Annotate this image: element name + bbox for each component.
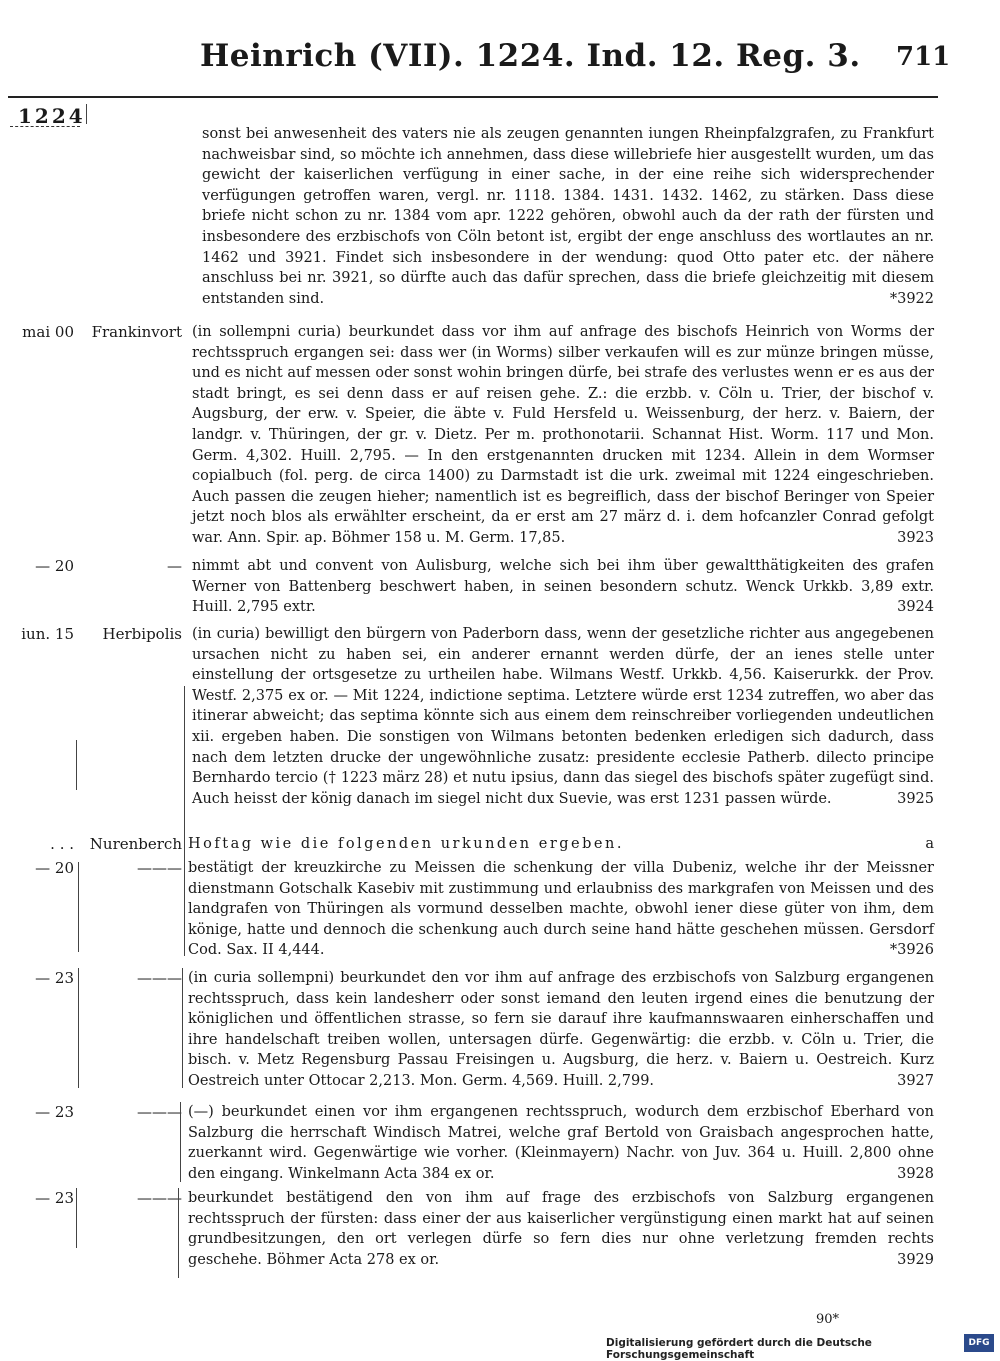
entry-text: sonst bei anwesenheit des vaters nie als zeugen genannten iungen Rheinpfalzgrafen, zu Frankfurt nachweisbar sind, so möchte ich annehmen, dass diese willebriefe hier ausgestellt wurden, um das gewicht der kaiserlichen verfügung in einer sache, in der eine reihe sich widersprechender verfügungen getroffen waren, vergl. nr. 1118. 1384. 1431. 1432. 1462, zu stärken. Dass diese briefe nicht schon zu nr. 1384 vom apr. 1222 gehören, obwohl auch da der rath der fürsten und insbesondere des erzbischofs von Cöln betont ist, ergibt der enge anschluss des wortlautes an nr. 1462 und 3921. Findet sich insbesondere in der wendung: quod Otto pater etc. der nähere anschluss bei nr. 3921, so dürfte auch das dafür sprechen, dass die briefe gleichzeitig mit diesem entstanden sind. *3922 bbox=[202, 124, 934, 309]
entry-place: ——— bbox=[137, 1103, 182, 1121]
margin-bar bbox=[184, 686, 185, 836]
entry-place: Nurenberch bbox=[89, 835, 182, 853]
entry-date: — 23 bbox=[35, 969, 74, 987]
entry-number: *3926 bbox=[889, 942, 934, 959]
page-number: 711 bbox=[896, 42, 951, 72]
entry-text: (in sollempni curia) beurkundet dass vor ihm auf anfrage des bischofs Heinrich von Worms der rechtsspruch ergangen sei: dass wer (in Worms) silber verkaufen will es zur münze bringen müsse, und es nicht auf messen oder sonst wohin bringen dürfe, bei strafe des verlustes wenn er es aus der stadt bringt, es sei denn dass er auf reisen gehe. Z.: die erzbb. v. Cöln u. Trier, der bischof v. Augsburg, der erw. v. Speier, die äbte v. Fuld Hersfeld u. Weissenburg, der herz. v. Baiern, der landgr. v. Thüringen, der gr. v. Dietz. Per m. prothonotarii. Schannat Hist. Worm. 117 und Mon. Germ. 4,302. Huill. 2,795. — In den erstgenannten drucken mit 1234. Allein in dem Wormser copialbuch (fol. perg. de circa 1400) zu Darmstadt ist die urk. zweimal mit 1224 eingeschrieben. Auch passen die zeugen hieher; namentlich ist es begreiflich, dass der bischof Beringer von Speier jetzt noch blos als erwählter erscheint, da er erst am 27 märz d. i. dem hofcanzler Conrad gefolgt war. Ann. Spir. ap. Böhmer 158 u. M. Germ. 17,85. 3923 bbox=[192, 322, 934, 549]
entry-date: — 20 bbox=[35, 557, 74, 575]
entry-number: 3925 bbox=[897, 790, 934, 807]
entry-number: 3924 bbox=[897, 599, 934, 616]
sheet-number: 90* bbox=[816, 1312, 840, 1327]
entry-number: 3928 bbox=[897, 1165, 934, 1182]
entry-text: bestätigt der kreuzkirche zu Meissen die schenkung der villa Dubeniz, welche ihr der Meissner dienstmann Gotschalk Kasebiv mit zustimmung und erlaubniss des markgrafen von Meissen und des landgrafen von Thüringen als vormund desselben machte, obwohl iener diese güter von ihm, dem könige, hatte und dennoch die schenkung auch durch seine hand hätte geschehen müssen. Gersdorf Cod. Sax. II 4,444. *3926 bbox=[188, 858, 934, 961]
margin-bar bbox=[78, 968, 79, 1088]
page-header bbox=[0, 38, 1000, 82]
entry-place: ——— bbox=[137, 859, 182, 877]
entry-date: — 23 bbox=[35, 1103, 74, 1121]
entry-place: Frankinvort bbox=[91, 323, 182, 341]
entry-text: nimmt abt und convent von Aulisburg, welche sich bei ihm über gewaltthätigkeiten des grafen Werner von Battenberg beschwert haben, in seinen besondern schutz. Wenck Urkkb. 3,89 extr. Huill. 2,795 extr. 3924 bbox=[192, 556, 934, 618]
entry-place: ——— bbox=[137, 1189, 182, 1207]
entry-number: *3922 bbox=[889, 290, 934, 307]
entry-text: Hoftag wie die folgenden urkunden ergeben. a bbox=[188, 834, 934, 855]
entry-text: beurkundet bestätigend den von ihm auf frage des erzbischofs von Salzburg ergangenen rechtsspruch der fürsten: dass einer der aus kaiserlicher vergünstigung einen markt hat auf seinen grundbesitzungen, den ort verlegen dürfe so fern dies nur ohne verletzung fremden rechts geschehe. Böhmer Acta 278 ex or. 3929 bbox=[188, 1188, 934, 1270]
entry-date: iun. 15 bbox=[21, 625, 74, 643]
entry-date: . . . bbox=[50, 835, 74, 853]
margin-bar bbox=[76, 1188, 77, 1248]
digitization-credit: Digitalisierung gefördert durch die Deutsche Forschungsgemeinschaft bbox=[606, 1337, 872, 1361]
header-rule bbox=[8, 96, 938, 98]
year-rule bbox=[10, 126, 80, 127]
margin-bar bbox=[78, 862, 79, 952]
entry-number: 3929 bbox=[897, 1251, 934, 1268]
entry-place: — bbox=[167, 557, 182, 575]
year-marker: 1224 bbox=[18, 104, 86, 128]
entry-date: — 20 bbox=[35, 859, 74, 877]
entry-text: (in curia sollempni) beurkundet den vor ihm auf anfrage des erzbischofs von Salzburg ergangenen rechtsspruch, dass kein landesherr oder sonst iemand den leuten irgend eines die benutzung der königlichen und öffentlichen strasse, so fern sie darauf ihre kaufmannswaaren einherschaffen und ihre handelschaft treiben wollen, untersagen dürfe. Gegenwärtig: die erzbb. v. Cöln u. Trier, die bisch. v. Metz Regensburg Passau Freisingen u. Augsburg, die herz. v. Baiern u. Oestreich. Kurz Oestreich unter Ottocar 2,213. Mon. Germ. 4,569. Huill. 2,799. 3927 bbox=[188, 968, 934, 1092]
entry-place: ——— bbox=[137, 969, 182, 987]
entry-date: — 23 bbox=[35, 1189, 74, 1207]
entry-number: 3923 bbox=[897, 529, 934, 546]
margin-bar bbox=[178, 1188, 179, 1278]
margin-bar bbox=[76, 740, 77, 790]
entry-text: (in curia) bewilligt den bürgern von Paderborn dass, wenn der gesetzliche richter aus angegebenen ursachen nicht zu haben sei, ein anderer ernannt werden dürfe, der an ienes stelle unter einstellung der ortsgesetze zu urtheilen habe. Wilmans Westf. Urkkb. 4,56. Kaiserurkk. der Prov. Westf. 2,375 ex or. — Mit 1224, indictione septima. Letztere würde erst 1234 zutreffen, wo aber das itinerar abweicht; das septima könnte sich aus einem dem reinschreiber vorliegenden undeutlichen xii. ergeben haben. Die sonstigen von Wilmans betonten bedenken erledigen sich dadurch, dass nach dem letzten drucke der ungewöhnliche zusatz: presidente ecclesie Patherb. dilecto principe Bernhardo tercio († 1223 märz 28) et nutu ipsius, dann das siegel des bischofs später zugefügt sind. Auch heisst der könig danach im siegel nicht dux Suevie, was erst 1231 passen würde. 3925 bbox=[192, 624, 934, 809]
margin-bar bbox=[86, 104, 87, 124]
page-title: Heinrich (VII). 1224. Ind. 12. Reg. 3. bbox=[200, 38, 861, 74]
margin-bar bbox=[182, 968, 183, 1088]
entry-number: a bbox=[925, 836, 934, 852]
entry-number: 3927 bbox=[897, 1072, 934, 1089]
margin-bar bbox=[180, 1102, 181, 1182]
entry-place: Herbipolis bbox=[102, 625, 182, 643]
dfg-logo: DFG bbox=[964, 1334, 994, 1352]
entry-text: (—) beurkundet einen vor ihm ergangenen rechtsspruch, wodurch dem erzbischof Eberhard von Salzburg die herrschaft Windisch Matrei, welche graf Bertold von Graisbach angesprochen hatte, zuerkannt wird. Gegenwärtige wie vorher. (Kleinmayern) Nachr. von Juv. 364 u. Huill. 2,800 ohne den eingang. Winkelmann Acta 384 ex or. 3928 bbox=[188, 1102, 934, 1184]
entry-date: mai 00 bbox=[22, 323, 74, 341]
margin-bar bbox=[184, 836, 185, 956]
